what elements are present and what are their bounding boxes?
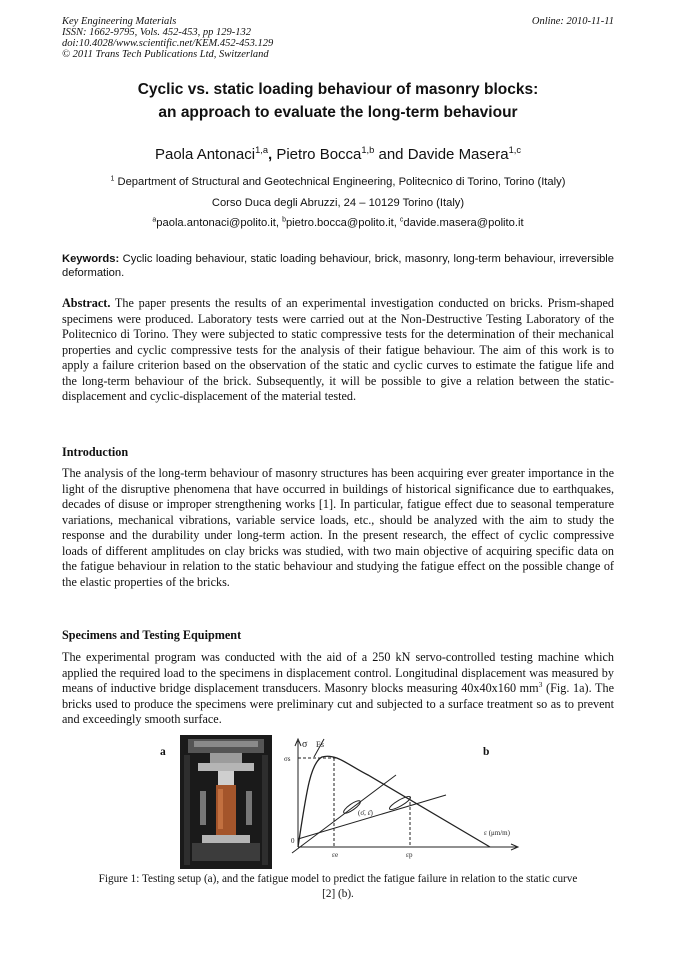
journal-header <box>62 16 614 60</box>
author-3: Davide Masera <box>407 146 509 163</box>
x-axis-label: ε (μm/m) <box>484 829 510 837</box>
intro-text: The analysis of the long-term behaviour of masonry structures has been acquiring ever greater importance in the light of the disruptive phenomena that have occurred in buildings of historical significance due to earthquakes, decades of disuse or improper strengthening works [1]. In particular, fatigue effect due to seasonal temperature variations, mechanical vibrations, variable service loads, etc., should be analyzed with the aim to study the response and the durability under long-term action. In the present research, the effect of cyclic compressive loads of different amplitudes on clay bricks was studied, with two main objective of acquiring specific data on the fatigue behaviour in relation to the static behaviour and studying the fatigue effect on the possible change of the elastic properties of the bricks. <box>62 466 614 589</box>
abstract <box>62 296 614 405</box>
abstract-text: The paper presents the results of an experimental investigation conducted on bricks. Prism-shaped specimens were produced. Laboratory tests were carried out at the Non-Destructive Testing Laboratory of the Politecnico di Torino. They were subjected to static compressive tests for the determination of their mechanical properties and cyclic compressive tests for the analysis of their fatigue behaviour. The aim of this work is to apply a failure criterion based on the observation of the static and cyclic curves to estimate the fatigue life and the long-term behaviour of the brick. Subsequently, it will be possible to give a relation between the static-displacement and cyclic-displacement of the material tested. <box>62 296 615 403</box>
origin-label: 0 <box>291 837 295 845</box>
static-curve <box>298 756 490 847</box>
eps-e-label: εe <box>332 851 339 859</box>
intro-heading: Introduction <box>62 445 129 459</box>
email-sup-a: a <box>152 216 157 224</box>
affiliation-sup: 1 <box>110 175 115 183</box>
testing-setup-photo <box>180 735 272 869</box>
author-3-sup: 1,c <box>508 145 521 155</box>
copyright-line: © 2011 Trans Tech Publications Ltd, Switzerland <box>62 49 269 60</box>
author-1: Paola Antonaci <box>154 146 256 163</box>
email-line <box>62 217 614 229</box>
keywords <box>62 252 614 280</box>
author-1-sup: 1,a <box>255 145 268 155</box>
figure-label-a: a <box>160 746 166 758</box>
affiliation-line-2: Corso Duca degli Abruzzi, 24 – 10129 Torino (Italy) <box>211 197 465 209</box>
journal-name: Key Engineering Materials <box>62 16 177 27</box>
specimens-sup: 3 <box>538 679 543 689</box>
keywords-label: Keywords: <box>62 253 120 265</box>
specimens-text-a: The experimental program was conducted with the aid of a 250 kN servo-controlled testing machine which applied the required load to the specimens in displacement control. Longitudinal displacement was measured by means of inductive bridge displacement transducers. Masonry blocks measuring 40x40x160 mm <box>62 650 614 695</box>
email-3[interactable]: davide.masera@polito.it <box>403 217 524 229</box>
online-date: Online: 2010-11-11 <box>531 16 614 27</box>
affiliation-line-1 <box>62 176 614 188</box>
secant-line-2 <box>298 795 446 839</box>
specimens-text <box>62 650 614 728</box>
figure-caption <box>62 872 614 902</box>
specimens-text-b: (Fig. 1a). The bricks used to produce the specimens were preliminary cut and subjected to a surface treatment so as to prevent and exceedingly smooth surface. <box>62 681 614 726</box>
author-2-sup: 1,b <box>361 145 375 155</box>
es-label: Es <box>316 740 324 749</box>
email-1[interactable]: paola.antonaci@polito.it, <box>156 217 279 229</box>
title-line-2: an approach to evaluate the long-term behaviour <box>158 104 518 121</box>
email-sup-b: b <box>282 216 286 224</box>
abstract-label: Abstract. <box>62 296 111 310</box>
keywords-text: Cyclic loading behaviour, static loading behaviour, brick, masonry, long-term behaviour, irreversible deformation. <box>62 253 614 279</box>
author-and: and <box>378 146 404 163</box>
point-label: (σ̄, ε̄) <box>358 809 373 817</box>
fatigue-model-diagram <box>278 735 538 865</box>
eps-p-label: εp <box>406 851 413 859</box>
figure-label-b: b <box>483 746 490 758</box>
author-2: Pietro Bocca <box>276 146 362 163</box>
paper-title <box>62 78 614 124</box>
sigma-s-label: σs <box>284 755 291 763</box>
title-line-1: Cyclic vs. static loading behaviour of masonry blocks: <box>137 81 539 98</box>
affiliation-text: Department of Structural and Geotechnical Engineering, Politecnico di Torino, Torino (Italy) <box>117 176 566 188</box>
sigma-label: σ <box>302 739 308 750</box>
caption-line-2: [2] (b). <box>322 888 354 900</box>
email-sup-c: c <box>399 216 404 224</box>
email-2[interactable]: pietro.bocca@polito.it, <box>285 217 397 229</box>
caption-line-1: Figure 1: Testing setup (a), and the fatigue model to predict the fatigue failure in relation to the static curve <box>98 873 578 885</box>
author-list: Paola Antonaci$^{1,a}$, Pietro Bocca$^{1,b}$ and Davide Masera$^{1,c}$ <box>154 145 521 163</box>
specimens-heading: Specimens and Testing Equipment <box>62 628 242 642</box>
doi-line: doi:10.4028/www.scientific.net/KEM.452-453.129 <box>62 38 274 49</box>
issn-line: ISSN: 1662-9795, Vols. 452-453, pp 129-132 <box>62 27 251 38</box>
